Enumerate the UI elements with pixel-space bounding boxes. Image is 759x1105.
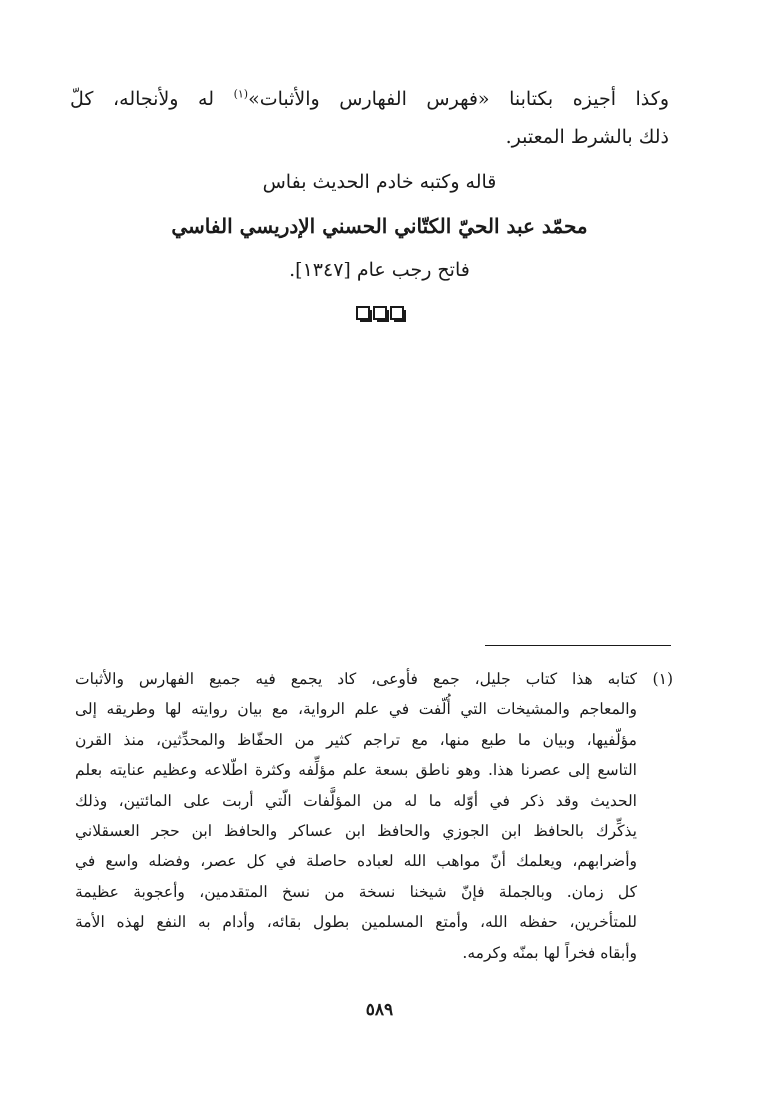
- signature-intro: قاله وكتبه خادم الحديث بفاس: [262, 171, 497, 193]
- footnote-line: الحديث وقد ذكر في أوّله ما له من المؤلَّفات الّتي أربت على المائتين، وذلك: [75, 791, 637, 810]
- footnote-line: وأبقاه فخراً لها بمنّه وكرمه.: [462, 943, 637, 962]
- footnote-body: [75, 664, 637, 968]
- footnote-line: مؤلّفيها، وبيان ما طبع منها، مع تراجم كثير من الحفّاظ والمحدِّثين، منذ القرن: [75, 730, 637, 749]
- ornament-box-icon: [356, 306, 370, 320]
- footnote-line: والمعاجم والمشيخات التي أُلّفت في علم الرواية، مع بيان روايته لها وطريقه إلى: [75, 700, 637, 719]
- footnote-line: التاسع إلى عصرنا هذا. وهو ناطق بسعة علم مؤلِّفه وكثرة اطّلاعه وعظيم عنايته بعلم: [75, 761, 637, 780]
- main-paragraph-line-1: [70, 80, 669, 118]
- ornament-box-icon: [390, 306, 404, 320]
- main-text-before-ref: وكذا أجيزه بكتابنا «فهرس الفهارس والأثبات»: [248, 88, 670, 110]
- page-number: ٥٨٩: [365, 1000, 394, 1020]
- ornament-box-icon: [373, 306, 387, 320]
- main-paragraph: [70, 80, 669, 156]
- author-name: محمّد عبد الحيّ الكتّاني الحسني الإدريسي الفاسي: [171, 214, 588, 238]
- signature-date: فاتح رجب عام [١٣٤٧].: [289, 259, 470, 281]
- section-end-ornament-icon: [0, 306, 759, 320]
- footnote-line: للمتأخرين، حفظه الله، وأمتع المسلمين بطول بقائه، وأدام به النفع لهذه الأمة: [75, 913, 637, 932]
- footnote-line: وأضرابهم، ويعلمك أنّ مواهب الله لعباده حاصلة في كل عصر، وفضله واسع في: [75, 852, 637, 871]
- footnote-line: كتابه هذا كتاب جليل، جمع فأوعى، كاد يجمع فيه جميع الفهارس والأثبات: [75, 670, 637, 688]
- main-text-after-ref: له ولأنجاله، كلّ: [70, 88, 234, 110]
- footnote-separator: [485, 645, 671, 646]
- footnote-marker: (١): [652, 670, 673, 688]
- main-paragraph-line-2: ذلك بالشرط المعتبر.: [505, 126, 669, 148]
- footnote-line: يذكِّرك بالحافظ ابن الجوزي والحافظ ابن عساكر والحافظ ابن حجر العسقلاني: [75, 822, 637, 841]
- footnote-reference[interactable]: (١): [233, 87, 249, 101]
- footnote: [75, 664, 673, 968]
- footnote-line: كل زمان. وبالجملة فإنّ شيخنا نسخة من نسخ المتقدمين، وأعجوبة عظيمة: [75, 882, 637, 901]
